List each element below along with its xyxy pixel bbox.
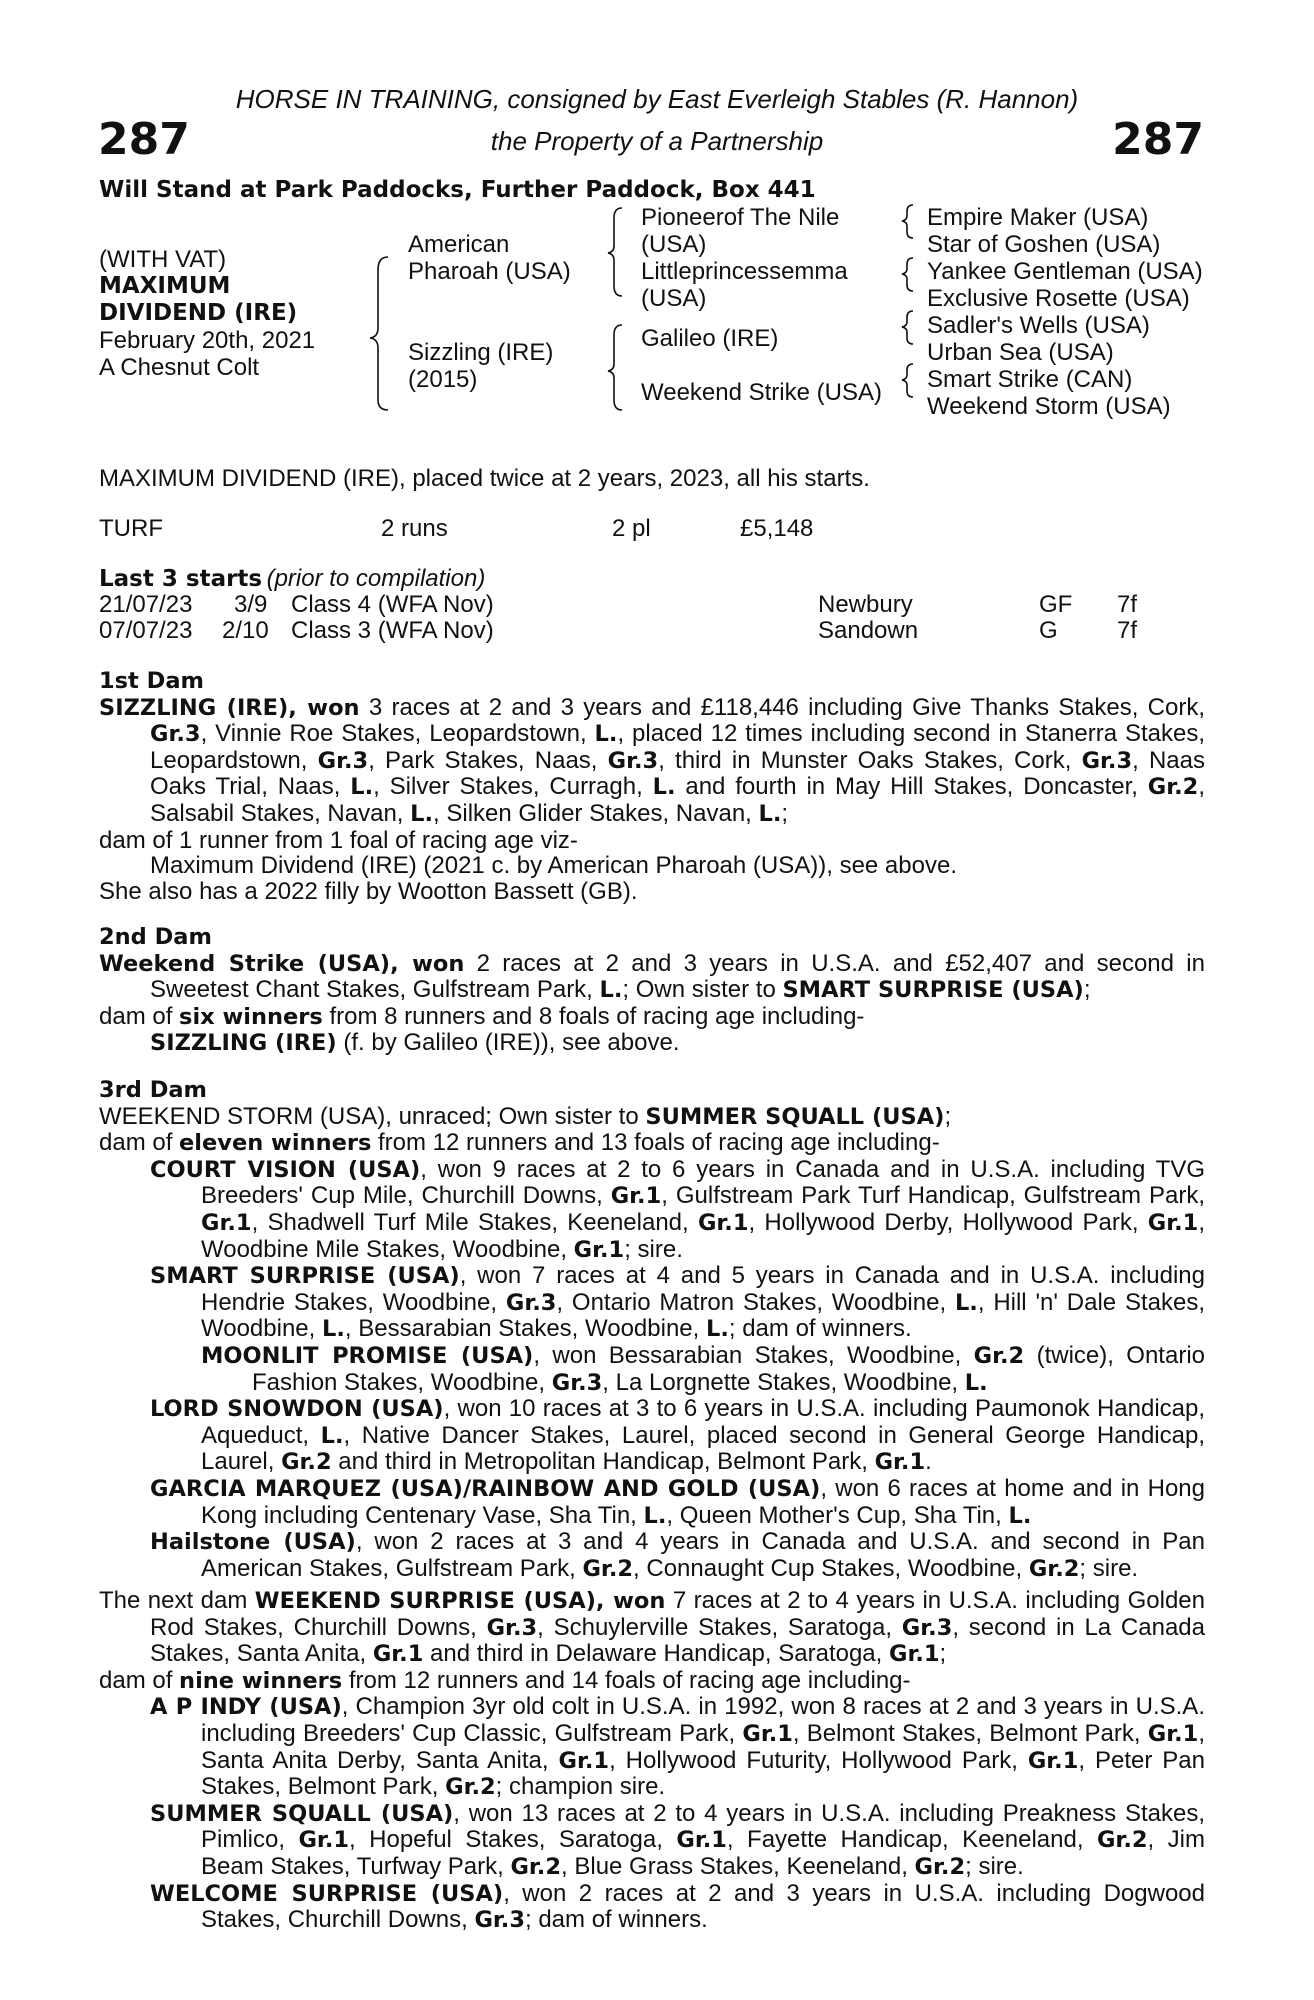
start-course: Sandown [818,617,919,644]
lot-number-left: 287 [98,114,190,165]
start-date: 07/07/23 [99,617,193,644]
sire-sire-line1: Pioneerof The Nile [641,204,840,231]
dam-record: WEEKEND STORM (USA), unraced; Own sister to SUMMER SQUALL (USA); [99,1102,952,1130]
dam-name-line1: Sizzling (IRE) [408,339,554,366]
dam-of-line: dam of nine winners from 12 runners and 14 foals of racing age including- [99,1666,911,1694]
start-distance: 7f [1117,617,1138,644]
dam-dam: Weekend Strike (USA) [641,379,882,406]
sire-name-line2: Pharoah (USA) [408,258,571,285]
start-going: GF [1039,591,1073,618]
gg-dam-sire-sire: Sadler's Wells (USA) [927,312,1150,339]
horse-name-line1: MAXIMUM [99,273,231,299]
dam-sire: Galileo (IRE) [641,325,779,352]
next-dam-section [99,1588,1205,1934]
progeny-entry: GARCIA MARQUEZ (USA)/RAINBOW AND GOLD (USA), won 6 races at home and in Hong Kong including Centenary Vase, Sha Tin, L., Queen Mother's Cup, Sha Tin, L. [150,1474,1205,1529]
race-summary: MAXIMUM DIVIDEND (IRE), placed twice at 2 years, 2023, all his starts. [99,465,870,492]
also-line: She also has a 2022 filly by Wootton Bassett (GB). [99,877,638,905]
start-race: Class 4 (WFA Nov) [291,591,494,618]
progeny-entry: MOONLIT PROMISE (USA), won Bessarabian Stakes, Woodbine, Gr.2 (twice), Ontario Fashion Stakes, Woodbine, Gr.3, La Lorgnette Stakes, Woodbine, L. [201,1341,1205,1396]
sire-dam-line1: Littleprincessemma [641,258,848,285]
record-placed: 2 pl [612,515,651,542]
gg-sire-dam-sire: Yankee Gentleman (USA) [927,258,1203,285]
last-starts-heading [99,565,485,593]
foaling-date: February 20th, 2021 [99,327,316,354]
lot-number-right: 287 [1112,114,1204,165]
start-date: 21/07/23 [99,591,193,618]
section-heading: 1st Dam [99,668,204,694]
section-heading: 3rd Dam [99,1077,207,1103]
stand-location: Will Stand at Park Paddocks, Further Paddock, Box 441 [99,177,816,203]
start-position: 2/10 [222,617,269,644]
progeny-entry: SMART SURPRISE (USA), won 7 races at 4 and 5 years in Canada and in U.S.A. including Hendrie Stakes, Woodbine, Gr.3, Ontario Matron Stakes, Woodbine, L., Hill 'n' Dale Stakes, Woodbine, L., Bessarabian Stakes, Woodbine, L.; dam of winners. [150,1262,1206,1343]
vat-note: (WITH VAT) [99,246,227,273]
start-distance: 7f [1117,591,1138,618]
start-position: 3/9 [234,591,268,618]
section-heading: 2nd Dam [99,924,212,950]
first-dam-section [99,668,1205,904]
gg-dam-dam-dam: Weekend Storm (USA) [927,393,1171,420]
dam-record: Weekend Strike (USA), won 2 races at 2 and 3 years in U.S.A. and £52,407 and second in Sweetest Chant Stakes, Gulfstream Park, L.; Own sister to SMART SURPRISE (USA); [99,949,1205,1004]
dam-of-line: dam of 1 runner from 1 foal of racing age viz- [99,826,578,854]
dam-of-line: dam of eleven winners from 12 runners and 13 foals of racing age including- [99,1129,940,1157]
gg-dam-sire-dam: Urban Sea (USA) [927,339,1114,366]
dam-of-line: dam of six winners from 8 runners and 8 foals of racing age including- [99,1002,865,1030]
sire-brace [608,208,622,296]
gg-sire-dam-dam: Exclusive Rosette (USA) [927,285,1190,312]
record-earnings: £5,148 [740,515,814,542]
progeny-entry: SUMMER SQUALL (USA), won 13 races at 2 to 4 years in U.S.A. including Preakness Stakes, Pimlico, Gr.1, Hopeful Stakes, Saratoga, Gr.1, Fayette Handicap, Keeneland, Gr.2, Jim Beam Stakes, Turfway Park, Gr.2, Blue Grass Stakes, Keeneland, Gr.2; sire. [150,1799,1205,1880]
start-race: Class 3 (WFA Nov) [291,617,494,644]
progeny-entry: COURT VISION (USA), won 9 races at 2 to 6 years in Canada and in U.S.A. including TVG Breeders' Cup Mile, Churchill Downs, Gr.1, Gulfstream Park Turf Handicap, Gulfstream Park, Gr.1, Shadwell Turf Mile Stakes, Keeneland, Gr.1, Hollywood Derby, Hollywood Park, Gr.1, Woodbine Mile Stakes, Woodbine, Gr.1; sire. [150,1155,1206,1263]
last-starts-note: (prior to compilation) [266,565,486,592]
record-runs: 2 runs [381,515,448,542]
progeny-entry: SIZZLING (IRE) (f. by Galileo (IRE)), see above. [150,1029,680,1057]
start-going: G [1039,617,1058,644]
dam-record: The next dam WEEKEND SURPRISE (USA), won 7 races at 2 to 4 years in U.S.A. including Golden Rod Stakes, Churchill Downs, Gr.3, Schuylerville Stakes, Saratoga, Gr.3, second in La Canada Stakes, Santa Anita, Gr.1 and third in Delaware Handicap, Saratoga, Gr.1; [99,1587,1205,1668]
dam-record: SIZZLING (IRE), won 3 races at 2 and 3 years and £118,446 including Give Thanks Stakes, Cork, Gr.3, Vinnie Roe Stakes, Leopardstown, L., placed 12 times including second in Stanerra Stakes, Leopardstown, Gr.3, Park Stakes, Naas, Gr.3, third in Munster Oaks Stakes, Cork, Gr.3, Naas Oaks Trial, Naas, L., Silver Stakes, Curragh, L. and fourth in May Hill Stakes, Doncaster, Gr.2, Salsabil Stakes, Navan, L., Silken Glider Stakes, Navan, L.; [99,693,1206,827]
pedigree-small-braces [895,200,925,420]
gg-dam-dam-sire: Smart Strike (CAN) [927,366,1133,393]
gg-sire-sire-dam: Star of Goshen (USA) [927,231,1161,258]
property-line: the Property of a Partnership [490,126,824,156]
gg-sire-sire-sire: Empire Maker (USA) [927,204,1149,231]
sire-sire-line2: (USA) [641,231,707,258]
second-dam-section [99,924,1205,1057]
horse-name-line2: DIVIDEND (IRE) [99,300,298,326]
horse-description: A Chesnut Colt [99,354,260,381]
brace-dds [902,364,913,397]
brace-sss [902,205,913,238]
progeny-entry: A P INDY (USA), Champion 3yr old colt in U.S.A. in 1992, won 8 races at 2 and 3 years in U.S.A. including Breeders' Cup Classic, Gulfstream Park, Gr.1, Belmont Stakes, Belmont Park, Gr.1, Santa Anita Derby, Santa Anita, Gr.1, Hollywood Futurity, Hollywood Park, Gr.1, Peter Pan Stakes, Belmont Park, Gr.2; champion sire. [150,1693,1205,1801]
main-brace [370,257,388,410]
progeny-entry: WELCOME SURPRISE (USA), won 2 races at 2 and 3 years in U.S.A. including Dogwood Stakes, Churchill Downs, Gr.3; dam of winners. [150,1879,1205,1934]
dam-brace [608,325,622,410]
record-surface: TURF [99,515,163,542]
progeny-entry: Maximum Dividend (IRE) (2021 c. by American Pharoah (USA)), see above. [150,852,957,880]
start-course: Newbury [818,591,913,618]
progeny-entry: LORD SNOWDON (USA), won 10 races at 3 to 6 years in U.S.A. including Paumonok Handicap, Aqueduct, L., Native Dancer Stakes, Laurel, placed second in General George Handicap, Laurel, Gr.2 and third in Metropolitan Handicap, Belmont Park, Gr.1. [150,1395,1206,1476]
sire-dam-line2: (USA) [641,285,707,312]
last-starts-title: Last 3 starts [99,566,263,592]
sire-name-line1: American [408,231,510,258]
brace-sds [902,258,913,291]
consignment-line: HORSE IN TRAINING, consigned by East Everleigh Stables (R. Hannon) [235,84,1079,114]
brace-dss [902,311,913,344]
dam-name-line2: (2015) [408,366,478,393]
progeny-entry: Hailstone (USA), won 2 races at 3 and 4 years in Canada and U.S.A. and second in Pan American Stakes, Gulfstream Park, Gr.2, Connaught Cup Stakes, Woodbine, Gr.2; sire. [150,1528,1205,1582]
third-dam-section [99,1077,1205,1582]
